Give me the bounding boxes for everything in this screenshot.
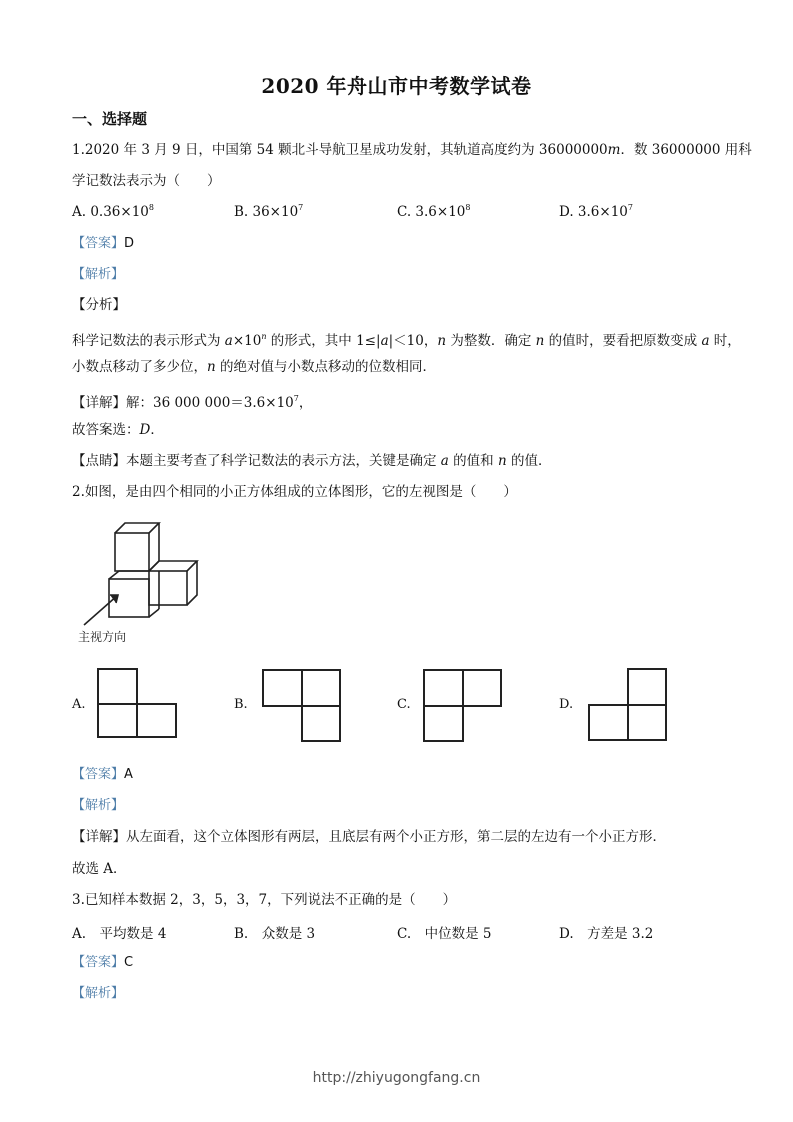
answer-label: 【答案】 (72, 236, 125, 251)
analysis-label: 【解析】 (72, 798, 125, 813)
q1-detail: 【详解】解：36 000 $000=3.6\times 10^7$， (72, 394, 313, 411)
q1-stem-line2: 学记数法表示为（ ） (72, 173, 221, 189)
q2-choose: 故选 A． (72, 861, 127, 877)
footer-url[interactable]: http://zhiyugongfang.cn (312, 1070, 481, 1086)
q2-option-a-shape (96, 667, 180, 739)
q2-option-c-label: C. (397, 697, 411, 712)
q1-comment: 【点睛】本题主要考查了科学记数法的表示方法，关键是确定 a 的值和 n 的值． (72, 453, 552, 469)
q2-option-d-label: D. (559, 697, 574, 712)
q3-option-a: A. 平均数是 4 (72, 926, 167, 942)
answer-value: C (124, 955, 134, 970)
analysis-label: 【解析】 (72, 267, 125, 282)
answer-label: 【答案】 (72, 955, 125, 970)
q1-stem-line1: 1.2020 年 3 月 9 日，中国第 54 颗北斗导航卫星成功发射，其轨道高度约为 36000000m．数 36000000 用科 (72, 142, 752, 158)
q2-detail: 【详解】从左面看，这个立体图形有两层，且底层有两个小正方形，第二层的左边有一个小正方形． (72, 829, 666, 845)
q1-fenxi-label: 【分析】 (72, 297, 126, 313)
q3-option-b: B. 众数是 3 (234, 926, 316, 942)
q2-option-d-shape (587, 667, 669, 743)
answer-value: A (124, 767, 133, 782)
cube-figure (70, 515, 210, 645)
page-title: 2020 年舟山市中考数学试卷 (261, 74, 532, 98)
q2-option-c-shape (422, 668, 504, 744)
q1-option-b: B. $36\times 10^7$ (234, 203, 304, 220)
q3-answer (72, 953, 133, 972)
figure-caption: 主视方向 (78, 630, 127, 644)
q1-answer (72, 234, 134, 253)
q2-option-b-label: B. (234, 697, 248, 712)
q1-option-d: D. $3.6\times 10^7$ (559, 203, 633, 220)
q3-option-c: C. 中位数是 5 (397, 926, 492, 942)
q2-analysis (72, 796, 124, 815)
q1-fenxi-line2: 小数点移动了多少位，n 的绝对值与小数点移动的位数相同． (72, 359, 436, 375)
q1-fenxi-line1: 科学记数法的表示形式为 $a\times 10^n$ 的形式，其中 1≤|a|＜10，n 为整数．确定 n 的值时，要看把原数变成 a 时， (72, 332, 741, 349)
q3-analysis (72, 984, 124, 1003)
q1-option-a: A. $0.36\times 10^8$ (72, 203, 154, 220)
q2-stem: 2.如图，是由四个相同的小正方体组成的立体图形，它的左视图是（ ） (72, 484, 517, 500)
analysis-label: 【解析】 (72, 986, 125, 1001)
q1-choose: 故答案选：D． (72, 422, 164, 438)
q3-stem: 3.已知样本数据 2，3，5，3，7，下列说法不正确的是（ ） (72, 892, 457, 908)
q1-option-c: C. $3.6\times 10^8$ (397, 203, 471, 220)
q2-option-b-shape (261, 668, 343, 744)
answer-value: D (124, 236, 135, 251)
section-heading: 一、选择题 (72, 110, 148, 128)
q2-option-a-label: A. (72, 697, 86, 712)
q1-analysis (72, 265, 124, 284)
answer-label: 【答案】 (72, 767, 125, 782)
q2-answer (72, 765, 133, 784)
q3-option-d: D. 方差是 3.2 (559, 926, 654, 942)
